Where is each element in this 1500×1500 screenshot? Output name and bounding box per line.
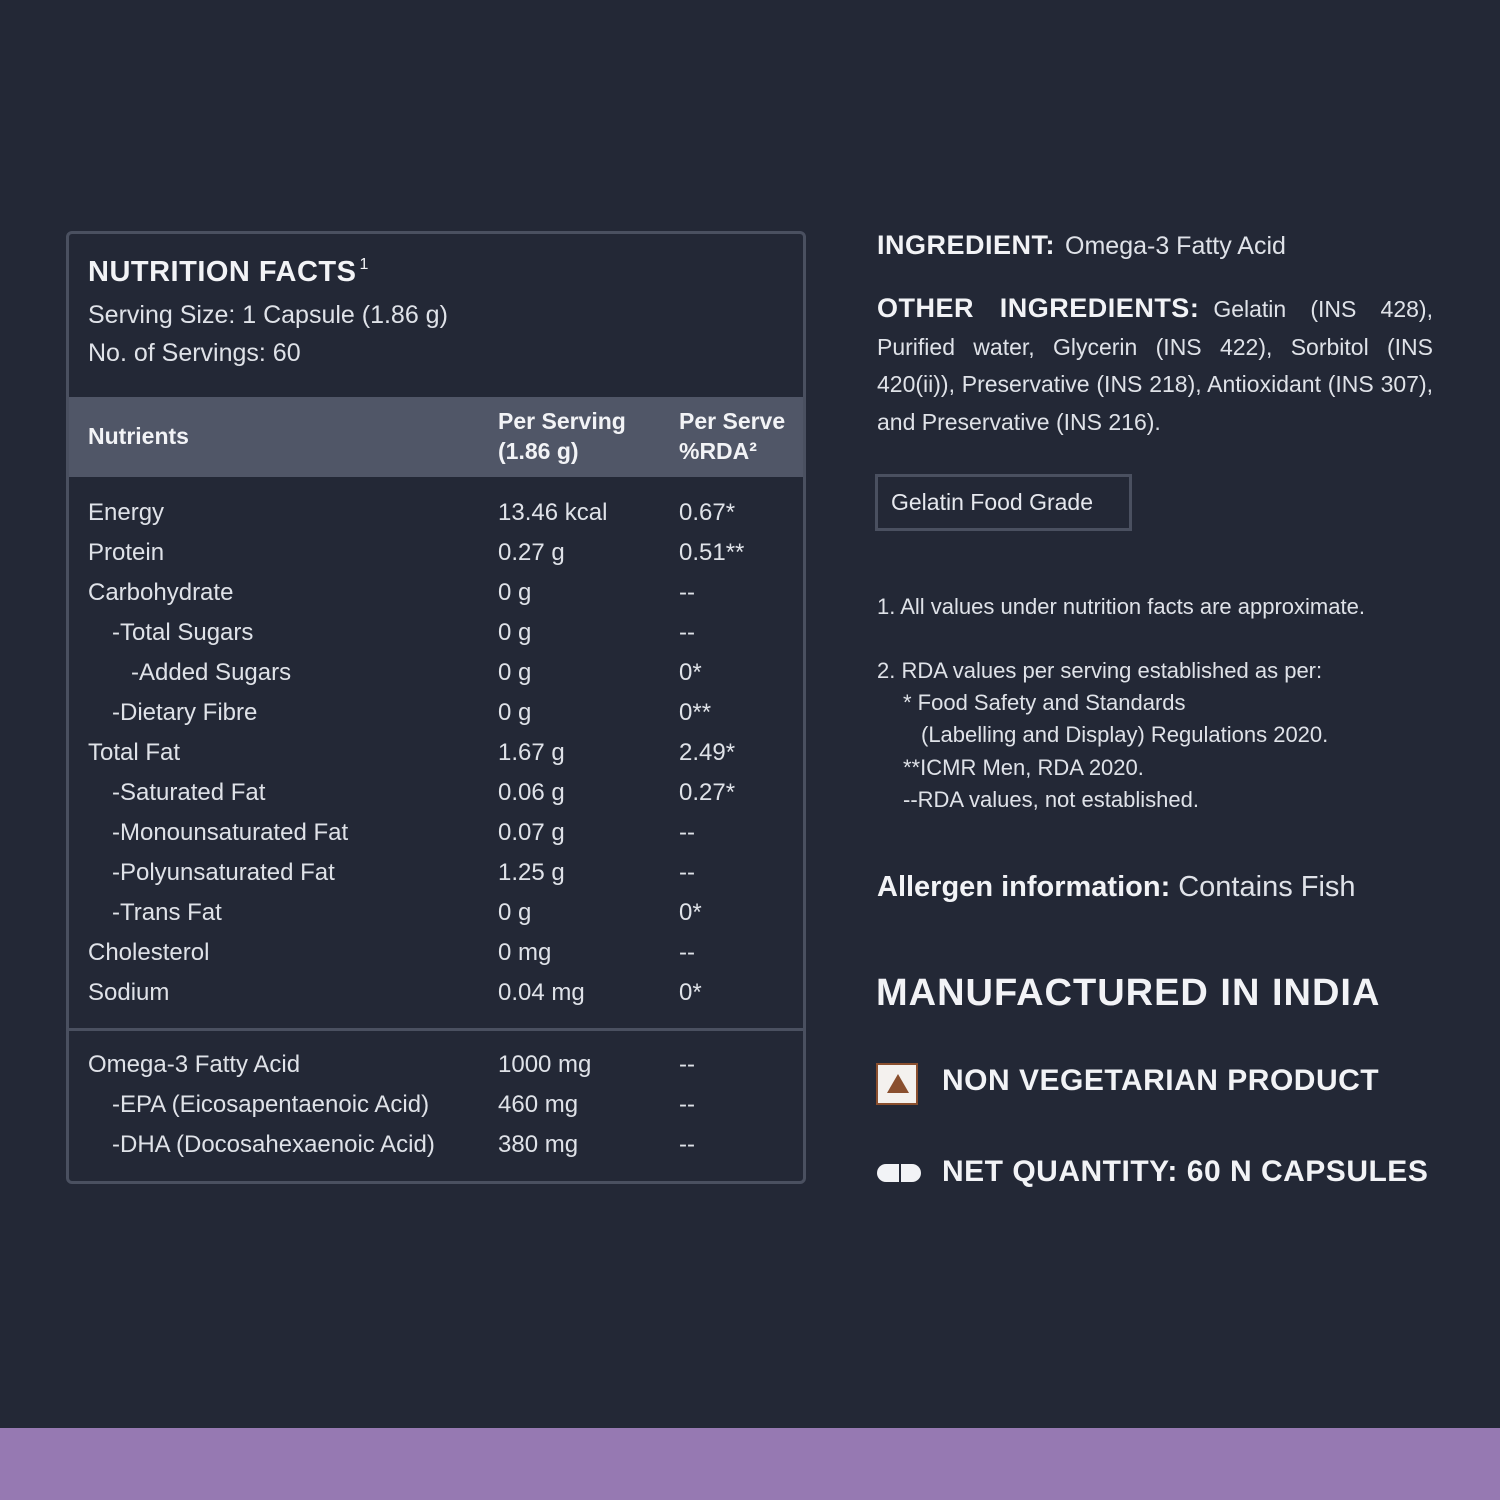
table-row: -EPA (Eicosapentaenoic Acid) 460 mg --: [112, 1091, 695, 1118]
nutrition-facts-panel: [66, 231, 806, 1184]
manufactured-in: MANUFACTURED IN INDIA: [876, 972, 1381, 1014]
header-per-serving: Per Serving (1.86 g): [498, 408, 626, 464]
footnote-2d: --RDA values, not established.: [903, 787, 1199, 812]
ingredient-value: Omega-3 Fatty Acid: [1065, 232, 1286, 260]
table-row: -Dietary Fibre 0 g 0**: [112, 699, 712, 726]
footnote-2b: (Labelling and Display) Regulations 2020.: [921, 722, 1329, 747]
header-rda: Per Serve %RDA²: [679, 408, 786, 464]
bottom-color-band: [0, 1428, 1500, 1500]
header-nutrients: Nutrients: [88, 423, 189, 449]
ingredient-label: INGREDIENT:: [877, 230, 1056, 260]
table-row: Carbohydrate 0 g --: [88, 579, 695, 606]
footnote-2: 2. RDA values per serving established as per:: [877, 658, 1323, 683]
table-row: -Trans Fat 0 g 0*: [112, 899, 702, 926]
other-ingredients-label: OTHER INGREDIENTS:: [877, 293, 1200, 323]
allergen-value: Contains Fish: [1178, 871, 1356, 903]
table-row: Total Fat 1.67 g 2.49*: [88, 739, 736, 766]
allergen-label: Allergen information:: [877, 871, 1171, 903]
table-header: [69, 397, 803, 477]
nutrition-title-footnote: 1: [359, 256, 369, 273]
footnote-2c: **ICMR Men, RDA 2020.: [903, 755, 1144, 780]
nutrition-title: NUTRITION FACTS $^1$: [88, 256, 369, 288]
other-ingredients: [877, 290, 1433, 441]
table-row: Protein 0.27 g 0.51**: [88, 539, 745, 566]
footnote-1: 1. All values under nutrition facts are approximate.: [877, 594, 1365, 619]
table-row: Energy 13.46 kcal 0.67*: [88, 499, 736, 526]
table-row: -Added Sugars 0 g 0*: [131, 659, 702, 686]
table-row: Cholesterol 0 mg --: [88, 939, 695, 966]
footnote-2a: * Food Safety and Standards: [903, 690, 1186, 715]
non-veg-triangle-icon: [876, 1063, 918, 1105]
table-row: -DHA (Docosahexaenoic Acid) 380 mg --: [112, 1131, 695, 1158]
table-row: -Monounsaturated Fat 0.07 g --: [112, 819, 695, 846]
table-row: -Saturated Fat 0.06 g 0.27*: [112, 779, 736, 806]
table-row: -Total Sugars 0 g --: [112, 619, 695, 646]
table-row: -Polyunsaturated Fat 1.25 g --: [112, 859, 695, 886]
allergen-info: [877, 871, 1356, 904]
table-divider: [69, 1028, 803, 1031]
table-row: Omega-3 Fatty Acid 1000 mg --: [88, 1051, 695, 1078]
gelatin-badge: Gelatin Food Grade: [875, 474, 1132, 531]
non-veg-label: NON VEGETARIAN PRODUCT: [942, 1064, 1380, 1097]
capsule-icon: [877, 1164, 921, 1182]
net-quantity: NET QUANTITY: 60 N CAPSULES: [942, 1155, 1429, 1188]
ingredient-line: [877, 230, 1286, 261]
serving-size: Serving Size: 1 Capsule (1.86 g): [88, 301, 448, 329]
servings-count: No. of Servings: 60: [88, 339, 301, 367]
other-ingredients-value: Gelatin (INS 428), Purified water, Glycerin (INS 422), Sorbitol (INS 420(ii)), Preservative (INS 218), Antioxidant (INS 307), and Preservative (INS 216).: [877, 296, 1433, 435]
table-row: Sodium 0.04 mg 0*: [88, 979, 702, 1006]
